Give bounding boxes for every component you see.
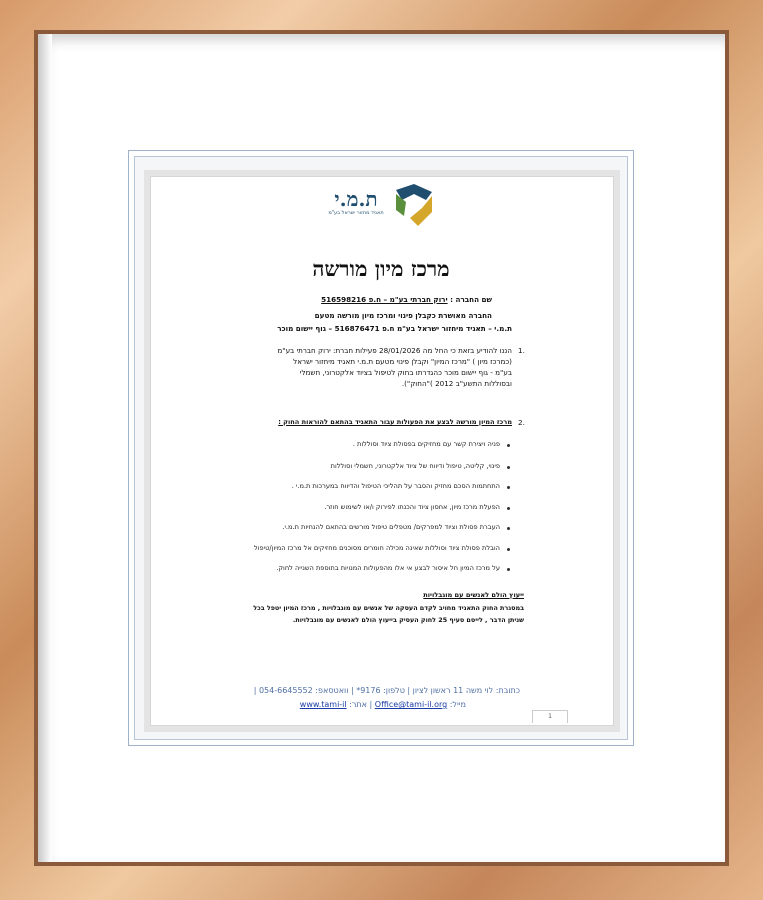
page-title: מרכז מיון מורשה bbox=[312, 256, 450, 281]
page-number: 1 bbox=[532, 710, 568, 723]
footer-site-label: | אתר: bbox=[349, 700, 373, 709]
bullet-dot bbox=[507, 444, 510, 447]
subtitle: החברה מאושרת כקבלן פינוי ומרכז מיון מורשה מטעם bbox=[314, 311, 492, 320]
section-2-number: 2. bbox=[518, 418, 525, 427]
company-value: ירוק חברתי בע"מ – ח.פ 516598216 bbox=[321, 295, 448, 304]
list-item: פינוי, קליטה, טיפול ודיווח של ציוד אלקטרוני, חשמלי וסוללות bbox=[330, 462, 500, 470]
bullet-dot bbox=[507, 568, 510, 571]
footer-mail-link[interactable]: Office@tami-il.org bbox=[374, 700, 448, 709]
bullet-dot bbox=[507, 507, 510, 510]
mat-shadow bbox=[38, 34, 52, 862]
footer-mail-label: מייל: bbox=[449, 700, 466, 709]
footer-contact-line: כתובת: לוי משה 11 ראשון לציון | טלפון: 9176* | וואטסאפ: 054-6645552 | bbox=[253, 686, 520, 695]
company-label: שם החברה : bbox=[450, 295, 492, 304]
logo-sub-text: תאגיד מחזור ישראל בע"מ bbox=[328, 210, 384, 216]
bullet-dot bbox=[507, 466, 510, 469]
list-item: התחתמות הסכם מחזיק והסבר על תהליכי הטיפול והדיווח במערכות ת.מ.י . bbox=[291, 482, 500, 490]
bullet-dot bbox=[507, 527, 510, 530]
section-2-heading: מרכז המיון מורשה לבצע את הפעולות עבור התאגיד בהתאם להוראות החוק : bbox=[278, 418, 512, 426]
logo-main-text: ת.מ.י bbox=[334, 187, 378, 211]
section-3-line-1: במסגרת החוק התאגיד מחויב לקדם העסקה של אנשים עם מוגבלויות , מרכז המיון יטפל בכל bbox=[253, 604, 524, 612]
section-1-line-3: בע"מ - גוף יישום מוכר כהגדרתו בחוק לטיפול בציוד אלקטרוני, חשמלי bbox=[299, 368, 512, 377]
company-line bbox=[300, 295, 492, 304]
section-1-line-2: (כמרכז מיון ) "מרכז המיון" וקבלן פינוי מטעם ת.מ.י תאגיד מיחזור ישראל bbox=[293, 357, 512, 366]
list-item: הובלת פסולת ציוד וסוללות שאינה מכילה חומרים מסוכנים מחזיקים אל מרכז המיון/טיפול bbox=[254, 544, 500, 552]
list-item: העברת פסולת וציוד למפרקים/ מטפלים טיפול מורשים בהתאם להנחיות ת.מ.י. bbox=[282, 523, 500, 531]
section-3-line-2: שניתן הדבר , לייסם סעיף 25 לחוק העסיק בייעוץ הולם לאנשים עם מוגבלויות. bbox=[292, 616, 524, 624]
logo-text bbox=[318, 188, 394, 217]
list-item: פניה ויצירת קשר עם מחזיקים בפסולת ציוד וסוללות . bbox=[352, 440, 500, 448]
subtitle-2: ת.מ.י – תאגיד מיחזור ישראל בע"מ ח.פ 516876471 – גוף יישום מוכר bbox=[277, 324, 512, 333]
bullet-dot bbox=[507, 486, 510, 489]
list-item: על מרכז המיון חל איסור לבצע אי אלו מהפעולות המנויות בתוספת השנייה לחוק. bbox=[276, 564, 500, 572]
section-1-line-1: הננו להודיע בזאת כי החל מה 28/01/2026 פעילות חברת: ירוק חברתי בע"מ bbox=[277, 346, 512, 355]
footer-site-link[interactable]: www.tami-il bbox=[299, 700, 347, 709]
section-1-number: 1. bbox=[518, 346, 525, 355]
footer-web-line bbox=[230, 700, 466, 709]
section-1-line-4: ובסוללות התשע"ב 2012 )"החוק"). bbox=[401, 379, 512, 388]
section-3-heading: ייעוץ הולם לאנשים עם מוגבלויות bbox=[423, 591, 524, 599]
bullet-dot bbox=[507, 548, 510, 551]
list-item: הפעלת מרכז מיון, אחסון ציוד והכנתו לפירוק ו/או לשימוש חוזר. bbox=[324, 503, 500, 511]
